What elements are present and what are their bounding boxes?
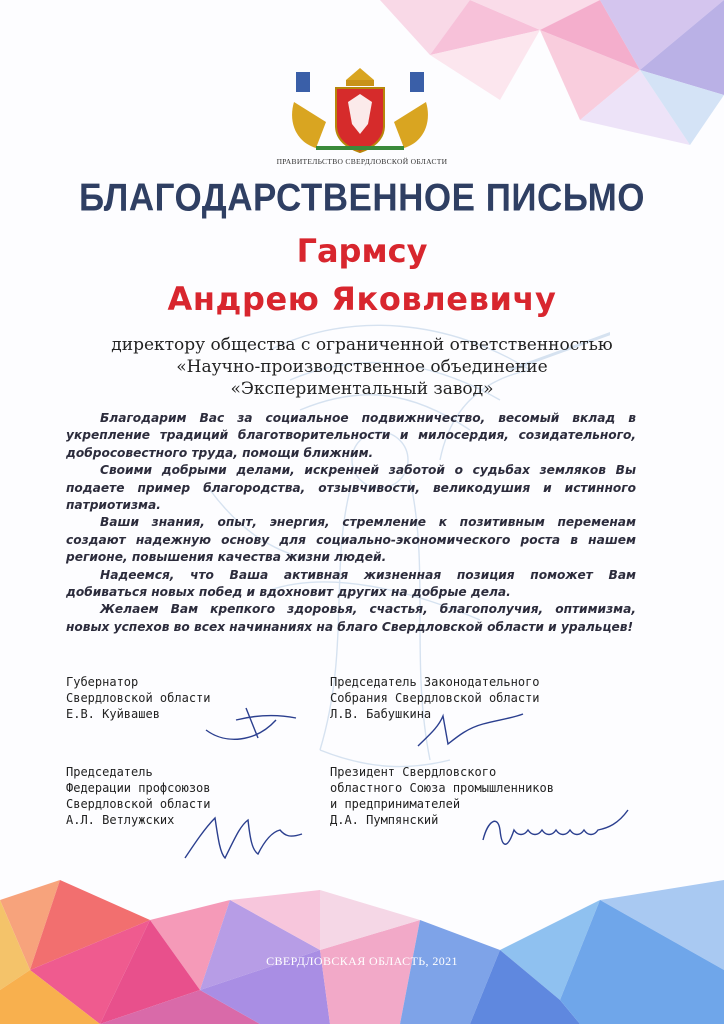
signatory-title: Президент Свердловского (330, 765, 497, 779)
signatory-title: и предпринимателей (330, 797, 461, 811)
signatory-title: Губернатор (66, 675, 139, 689)
body-paragraph: Своими добрыми делами, искренней заботой о судьбах земляков Вы подаете пример благородства, отзывчивости, великодушия и истинного патриотизма. (66, 463, 636, 513)
signatory-title: Председатель Законодательного (330, 675, 540, 689)
signatory-title: Собрания Свердловской области (330, 691, 540, 705)
signature-assembly (408, 706, 528, 756)
signatory-title: Федерации профсоюзов (66, 781, 211, 795)
signature-industrialists (478, 800, 648, 860)
document-title: БЛАГОДАРСТВЕННОЕ ПИСЬМО (79, 175, 645, 220)
signatory-name: Е.В. Куйвашев (66, 707, 160, 721)
signatory-title: Свердловской области (66, 691, 211, 705)
signatory-title: областного Союза промышленников (330, 781, 554, 795)
signatory-governor (66, 674, 211, 722)
recipient-surname: Гармсу (296, 232, 428, 270)
body-paragraph: Надеемся, что Ваша активная жизненная позиция поможет Вам добиваться новых побед и вдохновит других на добрые дела. (66, 567, 636, 600)
signatory-title: Свердловской области (66, 797, 211, 811)
signatory-name: Д.А. Пумпянский (330, 813, 439, 827)
recipient-position-line3: «Экспериментальный завод» (230, 379, 494, 399)
recipient-position-line2: «Научно-производственное объединение (176, 357, 548, 377)
signature-governor (196, 690, 306, 750)
body-paragraph: Ваши знания, опыт, энергия, стремление к позитивным переменам создают надежную основу для социально-экономического роста в нашем регионе, повышения качества жизни людей. (66, 515, 636, 565)
signatory-name: Л.В. Бабушкина (330, 707, 432, 721)
signatory-title: Председатель (66, 765, 153, 779)
sverdlovsk-coat-of-arms (286, 62, 434, 154)
decorative-polygons-bottom (0, 860, 724, 1024)
footer-place-year: СВЕРДЛОВСКАЯ ОБЛАСТЬ, 2021 (266, 954, 458, 968)
body-paragraph: Желаем Вам крепкого здоровья, счастья, благополучия, оптимизма, новых успехов во всех начинаниях на благо Свердловской области и уральцев! (66, 602, 636, 634)
recipient-position-line1: директору общества с ограниченной ответственностью (111, 335, 613, 355)
recipient-given-names: Андрею Яковлевичу (167, 280, 557, 318)
signature-unions (180, 808, 310, 868)
government-label: ПРАВИТЕЛЬСТВО СВЕРДЛОВСКОЙ ОБЛАСТИ (276, 157, 448, 166)
letter-body (66, 410, 636, 636)
body-paragraph: Благодарим Вас за социальное подвижничество, весомый вклад в укрепление традиций благотворительности и милосердия, созидательного, добросовестного труда, помощи ближним. (66, 411, 636, 460)
signatory-name: А.Л. Ветлужских (66, 813, 175, 827)
